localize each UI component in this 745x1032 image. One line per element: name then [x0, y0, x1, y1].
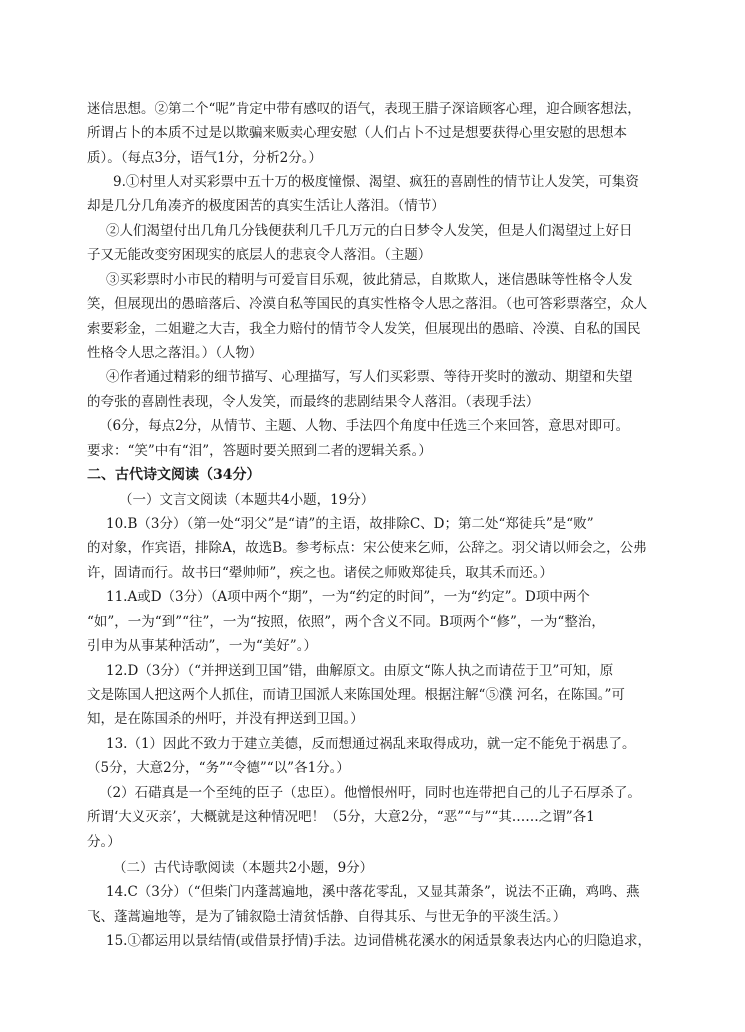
text-line — [0, 929, 745, 953]
text-line — [0, 830, 745, 854]
text-line — [0, 707, 745, 731]
text-span: 12.D（3分）（“并押送到卫国”错，曲解原文。由原文“陈人执之而请莅于卫”可知，原 — [106, 663, 614, 679]
text-line — [0, 536, 745, 560]
text-span: 所谓‘大义灭亲’，大概就是这种情况吧！（5分，大意2分，“恶”“与”“其……之谓”各1 — [87, 809, 595, 825]
text-line — [0, 561, 745, 585]
text-span: 却是几分几角凑齐的极度困苦的真实生活让人落泪。（情节） — [87, 198, 445, 214]
text-line — [0, 194, 745, 218]
text-span: 要求：“笑”中有“泪”，答题时要关照到二者的逻辑关系。） — [87, 443, 432, 459]
text-line — [0, 121, 745, 145]
text-line — [0, 659, 745, 683]
text-span: 知，是在陈国杀的州吁，并没有押送到卫国。） — [87, 711, 364, 727]
subsection-heading — [0, 488, 745, 512]
text-line — [0, 146, 745, 170]
text-line — [0, 414, 745, 438]
text-span: ②人们渴望付出几角几分钱便获利几千几万元的白日梦令人发笑，但是人们渴望过上好日 — [106, 223, 633, 239]
text-line — [0, 781, 745, 805]
text-line — [0, 341, 745, 365]
text-line — [0, 683, 745, 707]
text-span: 15.①都运用以景结情(或借景抒情)手法。边词借桃花溪水的闲适景象表达内心的归隐追求， — [106, 933, 652, 949]
text-line — [0, 585, 745, 609]
text-span: 11.A或D（3分）（A项中两个“期”，一为“约定的时间”，一为“约定”。D项中两个 — [106, 589, 590, 605]
text-span: 索要彩金，二姐避之大吉，我全力赔付的情节令人发笑，但展现出的愚暗、冷漠、自私的国民 — [87, 321, 641, 337]
text-span: 文是陈国人把这两个人抓住，而请卫国派人来陈国处理。根据注解“⑤濮 河名，在陈国。”可 — [87, 687, 625, 703]
text-line — [0, 97, 745, 121]
text-line — [0, 756, 745, 780]
text-line — [0, 243, 745, 267]
text-span: ④作者通过精彩的细节描写、心理描写，写人们买彩票、等待开奖时的激动、期望和失望 — [106, 369, 633, 385]
section-heading — [0, 463, 745, 487]
text-span: 的夸张的喜剧性表现，令人发笑，而最终的悲剧结果令人落泪。（表现手法） — [87, 394, 540, 410]
text-line — [0, 610, 745, 634]
text-span: 所谓占卜的本质不过是以欺骗来贩卖心理安慰（人们占卜不过是想要获得心里安慰的思想本 — [87, 125, 627, 141]
text-line — [0, 268, 745, 292]
text-span: 迷信思想。②第二个“呢”肯定中带有感叹的语气，表现王腊子深谙顾客心理，迎合顾客想法， — [87, 101, 641, 117]
text-span: 13.（1）因此不致力于建立美德，反而想通过祸乱来取得成功，就一定不能免于祸患了。 — [106, 736, 636, 752]
text-line — [0, 170, 745, 194]
text-line — [0, 634, 745, 658]
text-span: 分。） — [87, 834, 121, 850]
text-span: 9.①村里人对买彩票中五十万的极度憧憬、渴望、疯狂的喜剧性的情节让人发笑，可集资 — [113, 174, 639, 190]
text-span: 笑，但展现出的愚暗落后、冷漠自私等国民的真实性格令人思之落泪。（也可答彩票落空，众人 — [87, 296, 648, 312]
text-span: （2）石碏真是一个至纯的臣子（忠臣）。他憎恨州吁，同时也连带把自己的儿子石厚杀了。 — [99, 785, 641, 801]
subsection-heading — [0, 856, 745, 880]
text-span: （6分，每点2分，从情节、主题、人物、手法四个角度中任选三个来回答，意思对即可。 — [99, 418, 630, 434]
text-line — [0, 905, 745, 929]
text-span: 二、古代诗文阅读（34分） — [87, 467, 261, 483]
text-span: 质）。（每点3分，语气1分，分析2分。） — [87, 150, 323, 166]
text-span: 子又无能改变穷困现实的底层人的悲哀令人落泪。（主题） — [87, 247, 432, 263]
text-span: 许，固请而行。故书曰“翚帅师”，疾之也。诸侯之师败郑徒兵，取其禾而还。） — [87, 565, 554, 581]
text-span: （一）文言文阅读（本题共4小题，19分） — [119, 492, 375, 508]
text-span: 14.C（3分）（“但柴门内蓬蒿遍地，溪中落花零乱，又显其萧条”，说法不正确，鸡鸣、燕 — [106, 884, 640, 900]
text-line — [0, 732, 745, 756]
text-span: ③买彩票时小市民的精明与可爱盲目乐观，彼此猜忌，自欺欺人，迷信愚昧等性格令人发 — [106, 272, 633, 288]
text-span: 性格令人思之落泪。）（人物） — [87, 345, 263, 361]
text-line — [0, 365, 745, 389]
text-span: 的对象，作宾语，排除A，故选B。参考标点：宋公使来乞师，公辞之。羽父请以师会之，公弗 — [87, 540, 647, 556]
text-line — [0, 880, 745, 904]
text-span: 飞、蓬蒿遍地等，是为了铺叙隐士清贫恬静、自得其乐、与世无争的平淡生活。） — [87, 909, 567, 925]
text-line — [0, 317, 745, 341]
text-span: 引申为从事某种活动”，一为“美好”。） — [87, 638, 317, 654]
text-line — [0, 292, 745, 316]
text-span: （5分，大意2分，“务”“令德”“以”各1分。） — [87, 760, 350, 776]
text-span: （二）古代诗歌阅读（本题共2小题，9分） — [113, 860, 374, 876]
text-line — [0, 512, 745, 536]
text-line — [0, 390, 745, 414]
text-line — [0, 219, 745, 243]
text-line — [0, 805, 745, 829]
text-span: “如”，一为“到”“往”，一为“按照，依照”，两个含义不同。B项两个“修”，一为“整治， — [87, 614, 605, 630]
text-span: 10.B（3分）（第一处“羽父”是“请”的主语，故排除C、D；第二处“郑徒兵”是“败” — [106, 516, 594, 532]
text-line — [0, 439, 745, 463]
